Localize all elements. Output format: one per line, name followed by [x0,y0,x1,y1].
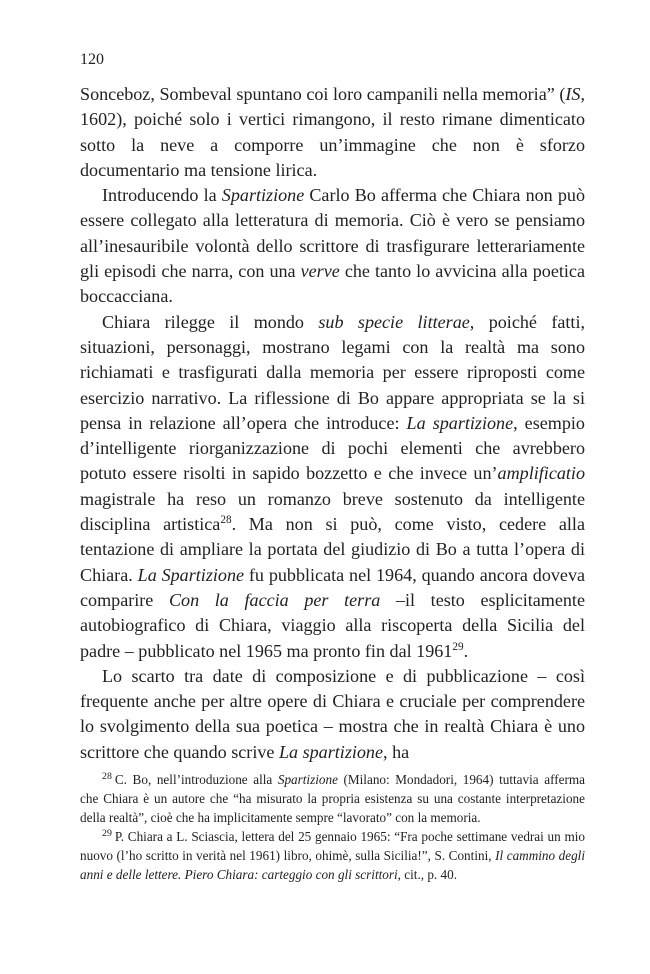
italic-text: IS [565,84,581,104]
page-number: 120 [80,51,104,68]
footnote [80,770,585,827]
text-run: . Ma non si può, come visto, cedere alla tentazione di ampliare la portata del giudizio di Bo a tutta l’opera di Chiara. [80,514,585,585]
italic-text: sub specie litterae [318,311,470,332]
footnote-reference: 28 [220,514,232,527]
text-run: fu pubblicata nel 1964, quando ancora doveva comparire [80,564,586,610]
italic-text: verve [300,261,340,282]
italic-text: Il cammino degli anni e delle lettere. Piero Chiara: carteggio con gli scrittori [80,848,585,882]
footnote-number: 28 [102,770,112,782]
text-run: Chiara rilegge il mondo [102,311,319,332]
italic-text: Con la faccia per terra [168,589,381,610]
text-run: (Milano: Mondadori, 1964) tuttavia afferma che Chiara è un autore che “ha misurato la propria esistenza su una costante interpretazione della realtà”, cioè che ha implicitamente sempre “lavorato” con la memoria. [80,772,585,825]
text-run: , esempio d’intelligente riorganizzazione di pochi elementi che avrebbero potuto essere risolti in sapido bozzetto e che invece un’ [80,412,585,484]
italic-text: amplificatio [497,463,585,484]
paragraph [80,664,585,765]
text-run: , cit., p. 40. [397,867,458,882]
footnote [80,827,585,884]
text-run: , ha [383,741,410,762]
text-run: , poiché fatti, situazioni, personaggi, mostrano legami con la realtà ma sono richiamati e trasfigurati dalla memoria per essere riproposti come esercizio narrativo. La riflessione di Bo appare appropriata se la si pensa in relazione all’opera che introduce: [80,311,585,433]
text-run: C. Bo, nell’introduzione alla [114,772,278,787]
text-run: che tanto lo avvicina alla poetica boccacciana. [80,261,585,307]
text-run: Carlo Bo afferma che Chiara non può essere collegato alla letteratura di memoria. Ciò è vero se pensiamo all’inesauribile volontà dello scrittore di trasfigurare letterariamente gli episodi che narra, con una [80,185,586,282]
text-run: –il testo esplicitamente autobiografico di Chiara, viaggio alla riscoperta della Sicilia del padre – pubblicato nel 1965 ma pronto fin dal 1961 [80,589,585,661]
text-run: Lo scarto tra date di composizione e di pubblicazione – così frequente anche per altre opere di Chiara e cruciale per comprendere lo svolgimento della sua poetica – mostra che in realtà Chiara è uno scrittore che quando scrive [80,665,585,762]
body-text [80,82,585,765]
text-run: Introducendo la [102,185,222,206]
italic-text: La Spartizione [137,564,245,585]
text-run: . [463,640,469,661]
text-run: , 1602), poiché solo i vertici rimangono, il resto rimane dimenticato sotto la neve a comporre un’immagine che non è sforzo documentario ma tensione lirica. [80,84,585,180]
text-run: Sonceboz, Sombeval spuntano coi loro campanili nella memoria” ( [80,84,566,104]
text-run: P. Chiara a L. Sciascia, lettera del 25 gennaio 1965: “Fra poche settimane vedrai un mio nuovo (l’ho scritto in verità nel 1961) libro, ohimè, sulla Sicilia!”, S. Contini, [80,829,585,863]
text-run: magistrale ha reso un romanzo breve sostenuto da intelligente disciplina artistica [80,488,585,535]
italic-text: Spartizione [221,185,305,206]
italic-text: La spartizione [406,412,514,433]
footnote-number: 29 [102,827,112,839]
paragraph [80,183,585,309]
italic-text: La spartizione [278,741,384,762]
footnote-reference: 29 [452,640,464,653]
paragraph [80,310,585,664]
italic-text: Spartizione [277,772,338,787]
footnotes [80,770,585,884]
paragraph [80,82,585,183]
